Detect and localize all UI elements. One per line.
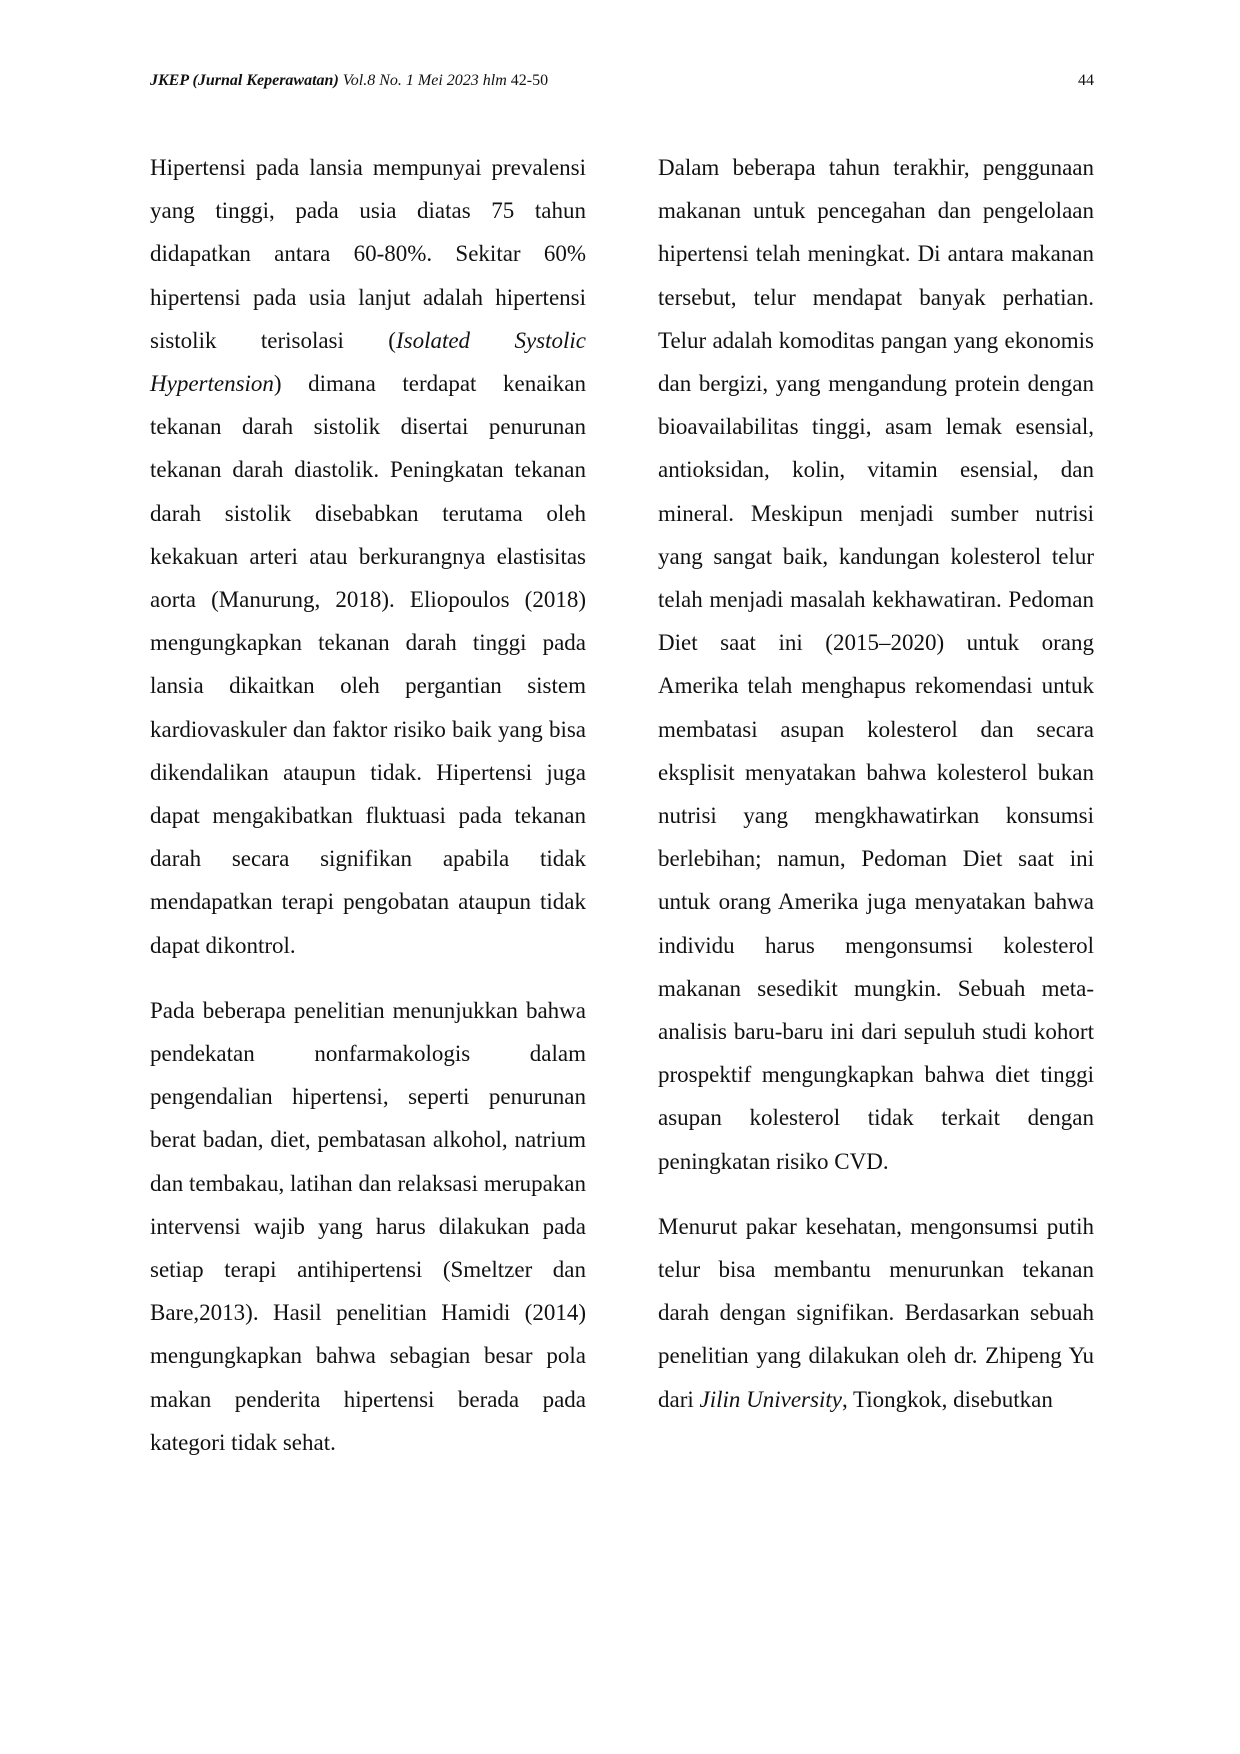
journal-name: JKEP (Jurnal Keperawatan) <box>150 72 339 89</box>
paragraph-text: Hipertensi pada lansia mempunyai prevalensi yang tinggi, pada usia diatas 75 tahun didapatkan antara 60-80%. Sekitar 60% hipertensi pada usia lanjut adalah hipertensi sistolik terisolasi ( <box>150 155 586 353</box>
running-header <box>150 72 1094 98</box>
issue-info: Vol.8 No. 1 Mei 2023 hlm <box>338 72 511 89</box>
page-range: 42-50 <box>510 72 549 89</box>
paragraph-text: ) dimana terdapat kenaikan tekanan darah sistolik disertai penurunan tekanan darah diastolik. Peningkatan tekanan darah sistolik disebabkan terutama oleh kekakuan arteri atau berkurangnya elastisitas aorta (Manurung, 2018). Eliopoulos (2018) mengungkapkan tekanan darah tinggi pada lansia dikaitkan oleh pergantian sistem kardiovaskuler dan faktor risiko baik yang bisa dikendalikan ataupun tidak. Hipertensi juga dapat mengakibatkan fluktuasi pada tekanan darah secara signifikan apabila tidak mendapatkan terapi pengobatan ataupun tidak dapat dikontrol. <box>150 371 586 958</box>
paragraph: Dalam beberapa tahun terakhir, penggunaan makanan untuk pencegahan dan pengelolaan hipertensi telah meningkat. Di antara makanan tersebut, telur mendapat banyak perhatian. Telur adalah komoditas pangan yang ekonomis dan bergizi, yang mengandung protein dengan bioavailabilitas tinggi, asam lemak esensial, antioksidan, kolin, vitamin esensial, dan mineral. Meskipun menjadi sumber nutrisi yang sangat baik, kandungan kolesterol telur telah menjadi masalah kekhawatiran. Pedoman Diet saat ini (2015–2020) untuk orang Amerika telah menghapus rekomendasi untuk membatasi asupan kolesterol dan secara eksplisit menyatakan bahwa kolesterol bukan nutrisi yang mengkhawatirkan konsumsi berlebihan; namun, Pedoman Diet saat ini untuk orang Amerika juga menyatakan bahwa individu harus mengonsumsi kolesterol makanan sesedikit mungkin. Sebuah meta-analisis baru-baru ini dari sepuluh studi kohort prospektif mengungkapkan bahwa diet tinggi asupan kolesterol tidak terkait dengan peningkatan risiko CVD. <box>658 155 1094 1174</box>
paragraph-text: Menurut pakar kesehatan, mengonsumsi putih telur bisa membantu menurunkan tekanan darah dengan signifikan. Berdasarkan sebuah penelitian yang dilakukan oleh dr. Zhipeng Yu dari <box>658 1213 1094 1412</box>
page-number: 44 <box>1078 72 1094 89</box>
left-column <box>150 146 586 1486</box>
paragraph <box>658 1205 1094 1421</box>
paragraph <box>150 146 586 967</box>
italic-term: Isolated Systolic Hypertension <box>150 327 586 397</box>
italic-term: Jilin University <box>699 1386 842 1412</box>
right-column <box>658 146 1094 1443</box>
paragraph: Pada beberapa penelitian menunjukkan bahwa pendekatan nonfarmakologis dalam pengendalian hipertensi, seperti penurunan berat badan, diet, pembatasan alkohol, natrium dan tembakau, latihan dan relaksasi merupakan intervensi wajib yang harus dilakukan pada setiap terapi antihipertensi (Smeltzer dan Bare,2013). Hasil penelitian Hamidi (2014) mengungkapkan bahwa sebagian besar pola makan penderita hipertensi berada pada kategori tidak sehat. <box>150 997 586 1455</box>
paragraph-text: , Tiongkok, disebutkan <box>841 1386 1053 1412</box>
